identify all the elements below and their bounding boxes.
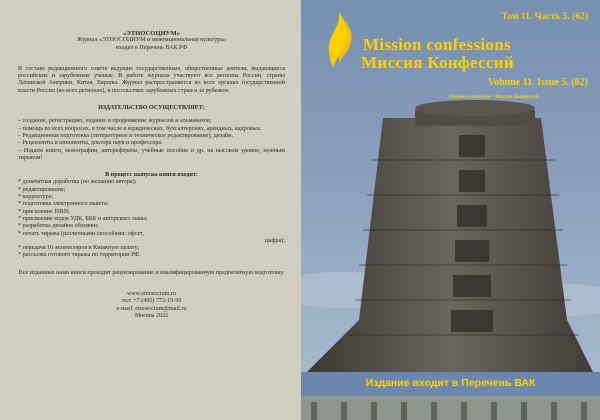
title-ru: Миссия Конфессий bbox=[361, 53, 514, 72]
list-item: * разработка дизайна обложки; bbox=[18, 223, 99, 230]
list-item: * передача 16 экземпляров в Книжную палату; bbox=[18, 245, 140, 252]
journal-line-2: входит в Перечень ВАК РФ bbox=[115, 44, 188, 51]
list-item: * присвоение кодов УДК, ББК и авторского знака; bbox=[18, 215, 148, 222]
list-item: – помощь во всех вопросах, в том числе в юридических, бухгалтерских, арендных, кадровых. bbox=[18, 125, 262, 132]
volume-ru: Том 11. Часть 5. (62) bbox=[501, 12, 588, 22]
front-cover-right-panel bbox=[301, 0, 600, 420]
list-item: * рассылка готового тиража по территории РФ. bbox=[18, 252, 141, 259]
title-en: Mission confessions bbox=[363, 35, 511, 54]
list-item: * печать тиража (различными способами: офсет, bbox=[18, 230, 144, 237]
list-item: * подготовка электронного макета; bbox=[18, 201, 109, 208]
publisher-list bbox=[18, 118, 285, 162]
list-item: * доначатная доработка (по желанию автора); bbox=[18, 179, 137, 186]
list-item: – Рецензенты и оппоненты, доктора наук и профессора. bbox=[18, 140, 163, 147]
website-link[interactable]: www.etnosocium.ru bbox=[126, 291, 177, 298]
city-year: Москва 2022 bbox=[134, 312, 169, 319]
publisher-heading: ИЗДАТЕЛЬСТВО ОСУЩЕСТВЛЯЕТ: bbox=[98, 105, 205, 112]
list-item-continuation: цифра); bbox=[265, 237, 285, 244]
list-item: * корректура; bbox=[18, 194, 54, 201]
list-item: * редактирование; bbox=[18, 186, 66, 193]
vak-notice: Издание входит в Перечень ВАК bbox=[365, 377, 536, 389]
list-item: * присвоение ISBN; bbox=[18, 208, 70, 215]
volume-en: Volume 11. Issue 5. (62) bbox=[487, 77, 588, 88]
process-list bbox=[18, 179, 285, 259]
list-item: – Редакционная подготовка (литературное и техническое редактирование), дизайн. bbox=[18, 132, 234, 139]
list-item: – Издаем книги, монографии, авторефераты, учебные пособия и др. на высоком уровне, нужным тиражом! bbox=[18, 147, 285, 161]
intro-paragraph: В составе редакционного совета ведущие государственные, общественные деятели, выдающиеся российские и зарубежные ученые. В работе журнала участвуют все регионы России, страны Латинской Америки, Китая, Европы. Журнал распространяется во всех органах государственной власти России (во всех регионах), в посольствах зарубежных стран и за рубежом. bbox=[18, 65, 285, 94]
left-brand: «ЭТНОСОЦИУМ» bbox=[122, 30, 180, 37]
closing-paragraph: Все изданные нами книги проходят рецензирование и квалифицированную предпечатную подготовку. bbox=[18, 269, 285, 276]
phone-number: тел: +7 (495) 772-19-99 bbox=[121, 298, 182, 305]
list-item: – создание, регистрацию, издание и продвижение журналов и альманахов; bbox=[18, 118, 212, 125]
journal-line-1: Журнал «ЭТНОСОЦИУМ и межнациональная культура» bbox=[77, 37, 226, 44]
flame-icon bbox=[321, 10, 357, 70]
email-address[interactable]: e-mail: etnosocium@mail.ru bbox=[116, 305, 187, 312]
process-heading: В процесс выпуска книги входит: bbox=[105, 172, 198, 179]
series-line: Mission confessions / Миссия Конфессий bbox=[449, 95, 539, 100]
